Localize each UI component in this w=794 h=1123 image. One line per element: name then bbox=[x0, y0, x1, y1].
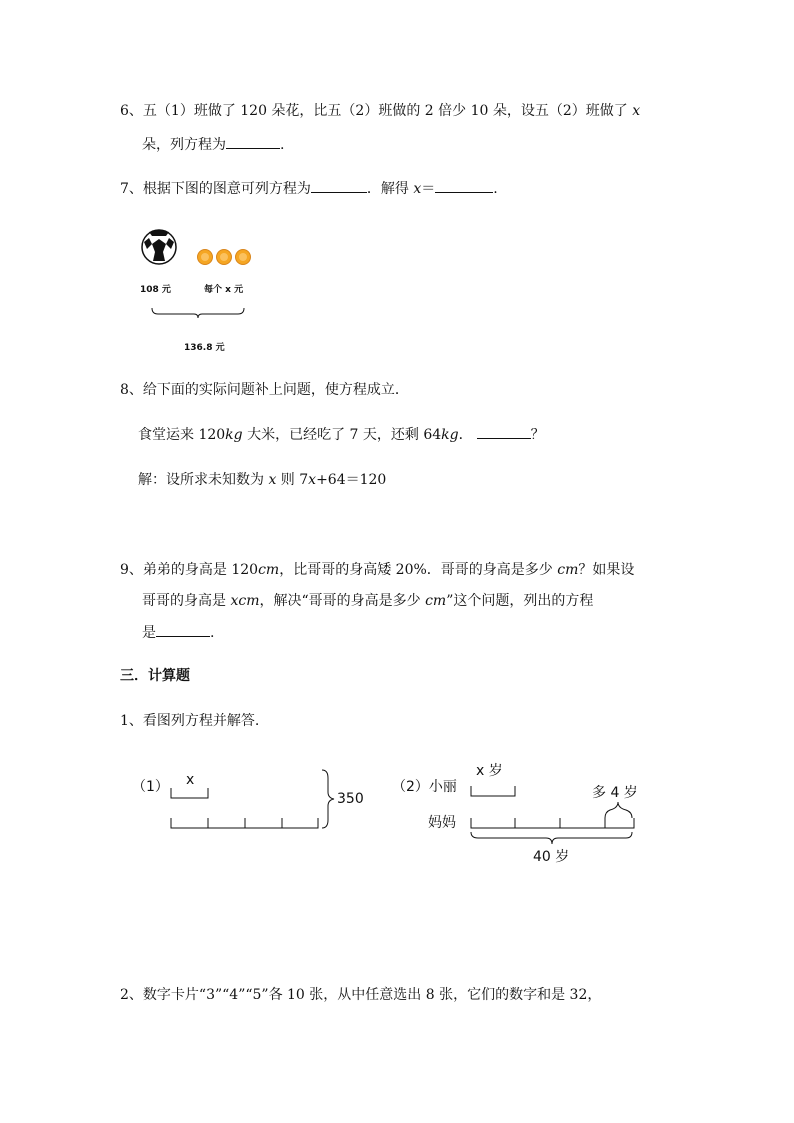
item-price-label: 每个 x 元 bbox=[204, 285, 244, 295]
q6-line2: 朵，列方程为 . bbox=[142, 134, 284, 155]
ball-price-label: 108 元 bbox=[140, 285, 171, 295]
coin-icon bbox=[198, 250, 251, 265]
diagram1-x: x bbox=[186, 772, 195, 788]
diagram2-mom: 妈妈 bbox=[428, 815, 456, 831]
total-brace bbox=[152, 308, 244, 318]
diagram2-label: （2）小丽 bbox=[392, 779, 457, 795]
total-price-label: 136.8 元 bbox=[184, 343, 225, 353]
c1-title: 1、看图列方程并解答. bbox=[120, 713, 260, 729]
diagram1-total: 350 bbox=[337, 791, 364, 807]
c2-line: 2、数字卡片“3”“4”“5”各 10 张，从中任意选出 8 张，它们的数字和是 32， bbox=[120, 987, 602, 1003]
q9-line1: 9、弟弟的身高是 120cm，比哥哥的身高矮 20%．哥哥的身高是多少 cm？如果设 bbox=[120, 562, 635, 578]
total-brace bbox=[471, 832, 632, 844]
extra-brace bbox=[605, 802, 632, 818]
q9-line2: 哥哥的身高是 xcm，解决“哥哥的身高是多少 cm”这个问题，列出的方程 bbox=[142, 593, 594, 609]
diagram2-total: 40 岁 bbox=[533, 849, 570, 865]
answer-blank[interactable] bbox=[226, 134, 280, 149]
answer-blank[interactable] bbox=[311, 178, 367, 193]
diagram2-bars bbox=[460, 780, 640, 850]
answer-blank[interactable] bbox=[477, 424, 531, 439]
diagram1-bars bbox=[160, 764, 340, 834]
mom-bar bbox=[471, 818, 634, 828]
q8-problem: 食堂运来 120kg 大米，已经吃了 7 天，还剩 64kg． ？ bbox=[138, 424, 545, 445]
diagram1-label: （1） bbox=[132, 779, 169, 795]
total-brace bbox=[322, 770, 334, 828]
xiaoli-bar bbox=[471, 786, 515, 796]
diagram2-x: x 岁 bbox=[476, 763, 503, 779]
answer-blank[interactable] bbox=[156, 622, 210, 637]
diagram2-more: 多 4 岁 bbox=[592, 785, 638, 801]
x-segment bbox=[171, 788, 208, 798]
answer-blank[interactable] bbox=[435, 178, 493, 193]
section-title: 三．计算题 bbox=[120, 668, 190, 684]
q6-line1: 6、五（1）班做了 120 朵花，比五（2）班做的 2 倍少 10 朵，设五（2）班做了 x bbox=[120, 103, 641, 119]
q8-title: 8、给下面的实际问题补上问题，使方程成立． bbox=[120, 382, 409, 398]
q8-solution: 解：设所求未知数为 x 则 7x+64＝120 bbox=[138, 472, 387, 488]
q7-line: 7、根据下图的图意可列方程为 ．解得 x＝ . bbox=[120, 178, 498, 199]
soccer-ball-icon bbox=[142, 230, 176, 264]
q7-illustration bbox=[136, 224, 256, 324]
q9-line3: 是 . bbox=[142, 622, 214, 643]
